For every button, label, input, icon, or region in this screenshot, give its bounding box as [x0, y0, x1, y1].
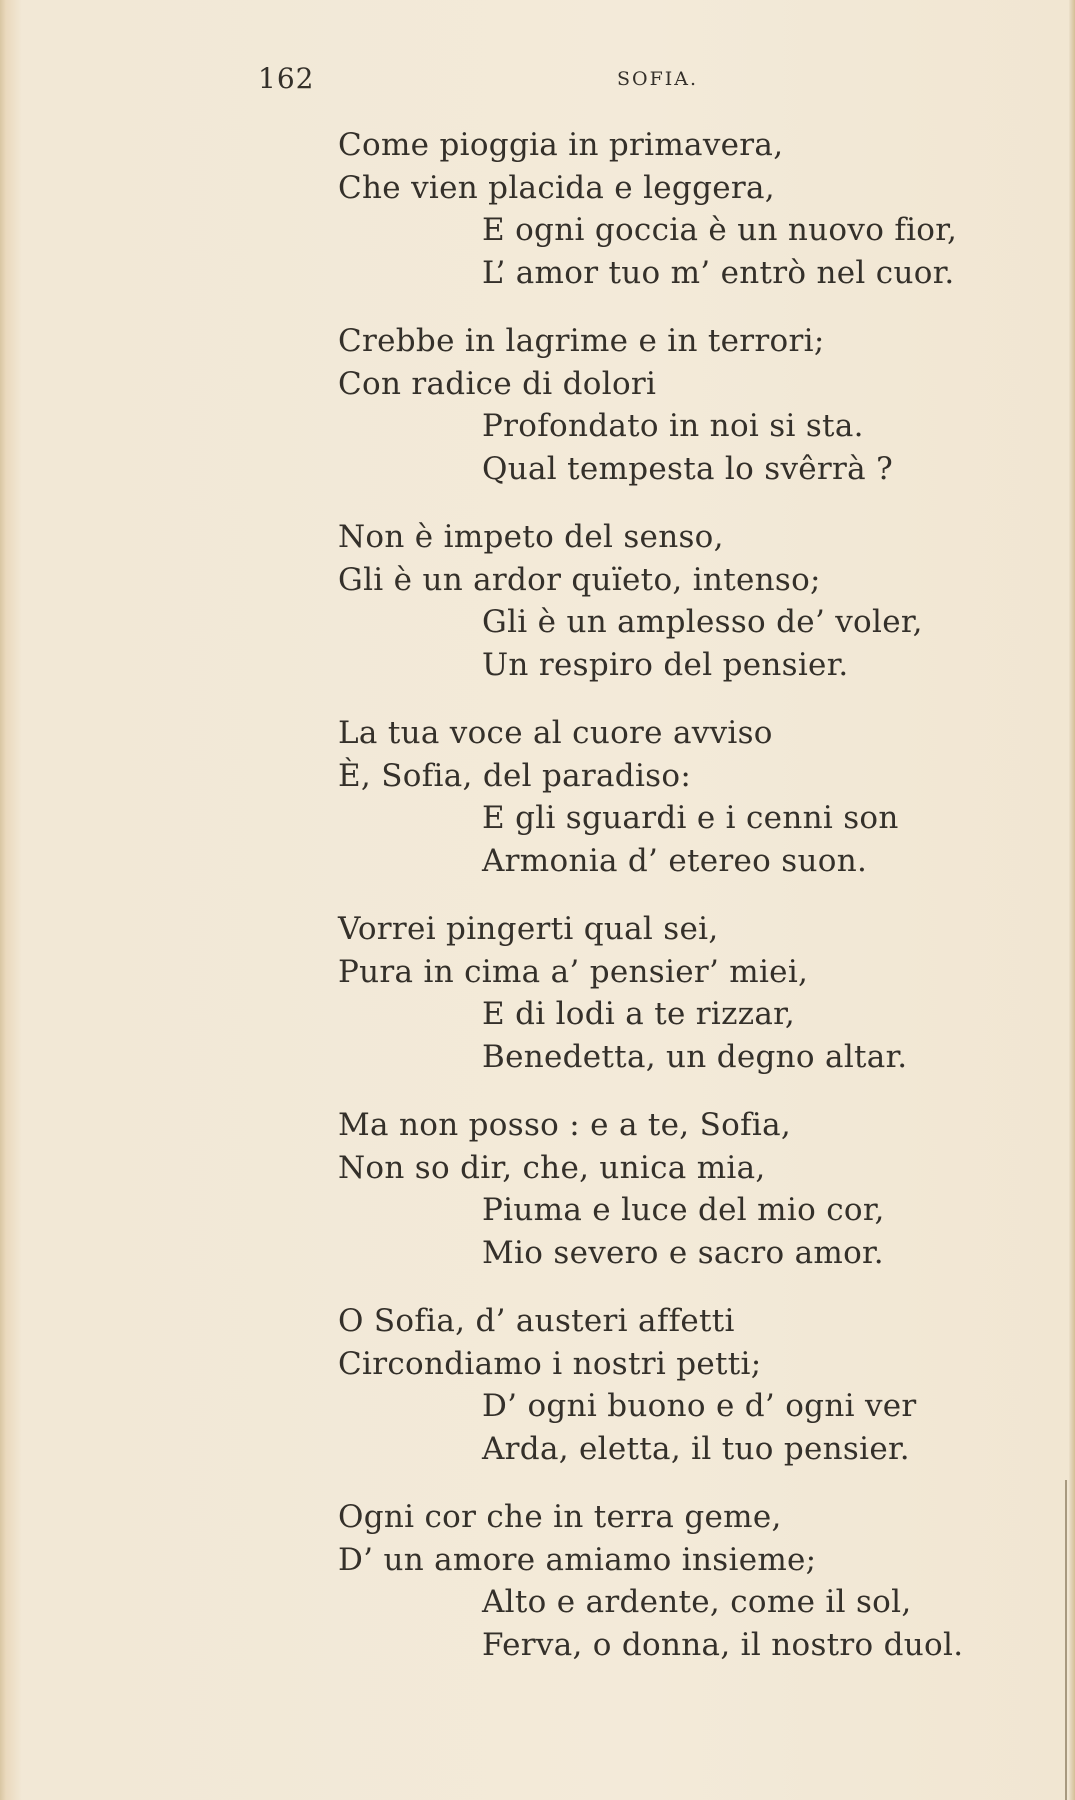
verse-line: Alto e ardente, come il sol, — [482, 1584, 912, 1620]
verse-line: È, Sofia, del paradiso: — [338, 757, 692, 794]
stanza-6 — [0, 1104, 1075, 1274]
verse-line: D’ ogni buono e d’ ogni ver — [482, 1388, 917, 1424]
verse-line: Un respiro del pensier. — [482, 646, 849, 683]
verse-line: E gli sguardi e i cenni son — [482, 800, 899, 836]
verse-line: Ogni cor che in terra geme, — [338, 1499, 782, 1535]
stanza-2 — [0, 320, 1075, 490]
verse-line: Armonia d’ etereo suon. — [482, 842, 868, 879]
page-header — [0, 62, 1075, 102]
poem — [0, 124, 1075, 1692]
stanza-8 — [0, 1496, 1075, 1666]
verse-line: Che vien placida e leggera, — [338, 169, 775, 206]
verse-line: Non so dir, che, unica mia, — [338, 1149, 766, 1186]
verse-line: Ferva, o donna, il nostro duol. — [482, 1626, 964, 1663]
verse-line: E ogni goccia è un nuovo fior, — [482, 212, 958, 248]
verse-line: Pura in cima a’ pensier’ miei, — [338, 953, 809, 990]
verse-line: L’ amor tuo m’ entrò nel cuor. — [482, 254, 955, 291]
stanza-5 — [0, 908, 1075, 1078]
verse-line: Circondiamo i nostri petti; — [338, 1345, 762, 1382]
stanza-7 — [0, 1300, 1075, 1470]
verse-line: Mio severo e sacro amor. — [482, 1234, 884, 1271]
verse-line: E di lodi a te rizzar, — [482, 996, 796, 1032]
verse-line: Come pioggia in primavera, — [338, 127, 784, 163]
verse-line: Crebbe in lagrime e in terrori; — [338, 323, 825, 359]
verse-line: Qual tempesta lo svêrrà ? — [482, 450, 894, 487]
verse-line: La tua voce al cuore avviso — [338, 715, 773, 751]
verse-line: Vorrei pingerti qual sei, — [338, 911, 719, 947]
verse-line: Piuma e luce del mio cor, — [482, 1192, 885, 1228]
verse-line: Profondato in noi si sta. — [482, 408, 864, 444]
verse-line: Arda, eletta, il tuo pensier. — [482, 1430, 910, 1467]
stanza-4 — [0, 712, 1075, 882]
verse-line: Non è impeto del senso, — [338, 519, 724, 555]
verse-line: Gli è un amplesso de’ voler, — [482, 604, 923, 640]
page-number: 162 — [258, 62, 315, 95]
verse-line: Gli è un ardor quïeto, intenso; — [338, 561, 821, 598]
verse-line: D’ un amore amiamo insieme; — [338, 1541, 817, 1578]
verse-line: Ma non posso : e a te, Sofia, — [338, 1107, 792, 1143]
stanza-3 — [0, 516, 1075, 686]
verse-line: Con radice di dolori — [338, 365, 657, 402]
verse-line: O Sofia, d’ austeri affetti — [338, 1303, 735, 1339]
verse-line: Benedetta, un degno altar. — [482, 1038, 908, 1075]
stanza-1 — [0, 124, 1075, 294]
running-title: SOFIA. — [617, 68, 699, 90]
